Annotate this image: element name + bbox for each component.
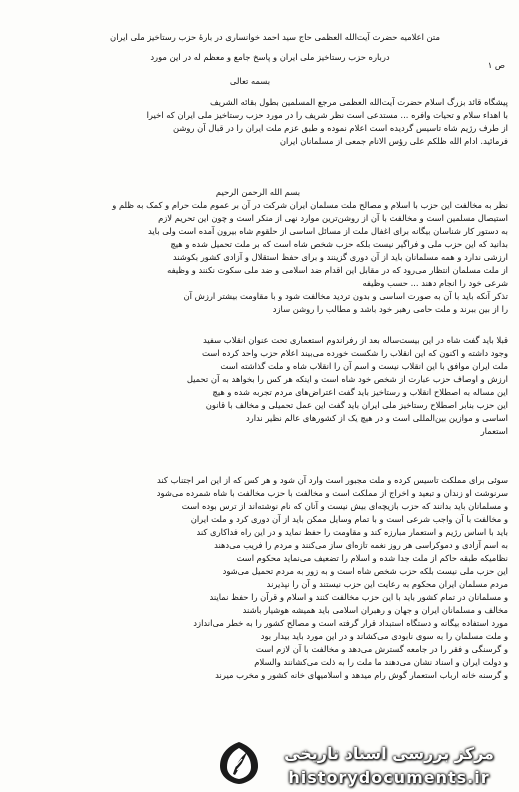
- document-line: این حزب بنابر اصطلاح رستاخیز ملی ایران باید گفت این عمل تحمیلی و مخالف با قانون: [205, 400, 508, 410]
- document-line: مردم مسلمان ایران محکوم به رعایت این حزب نیستند و آن را نپذیرند: [266, 579, 508, 589]
- document-line: ارزشی ندارد و همه مسلمانان باید از آن دوری گزینند و برای حفظ استقلال و آزادی کشور بکوشند: [172, 252, 508, 262]
- document-line: وجود داشته و اکنون که این انقلاب را شکست خورده می‌بیند اعلام حزب واحد کرده است: [202, 348, 508, 358]
- document-line: و گرسنه خانه ارباب استعمار گوش رام میدهد و اسلامیهای خانه کشور و مخرب میرند: [215, 670, 508, 680]
- document-line: نظامیکه طبقه حاکم از ملت جدا شده و اسلام را تضعیف می‌نماید محکوم است: [236, 553, 508, 563]
- watermark-url: historydocuments.ir: [288, 768, 490, 787]
- document-line: و مخالفت با آن واجب شرعی است و با تمام وسایل ممکن باید از آن دوری کرد و ملت ایران: [190, 514, 508, 524]
- document-line: بسم الله الرحمن الرحیم: [215, 187, 301, 197]
- basmala-heading: بسمه تعالی: [229, 76, 271, 86]
- document-line: این مساله به اصطلاح انقلاب و رستاخیز باید گفت اعتراض‌های مردم تجربه شده و هیچ: [212, 387, 508, 397]
- document-line: تذکر آنکه باید با آن به صورت اساسی و بدون تردید مخالفت شود و با مقاومت بیشتر ارزش آن: [183, 291, 508, 301]
- document-line: و مسلمانان باید بدانند که حزب بازیچه‌ای بیش نیست و آنان که نام نوشته‌اند از ترس بوده است: [181, 501, 508, 511]
- feather-shield-logo-icon: [216, 740, 262, 786]
- document-line: باید با اساس رژیم و استعمار مبارزه کند و مقاومت را حفظ نماید و در این راه فداکاری کند: [196, 527, 508, 537]
- document-line: و مسلمانان در تمام کشور باید با این حزب مخالفت کنند و اسلام و قرآن را حفظ نمایند: [209, 592, 508, 602]
- document-line: با اهداء سلام و تحیات وافره ... مستدعی است نظر شریف را در مورد حزب رستاخیز ملی ایران که اخیرا: [146, 110, 508, 120]
- document-line: و ملت مسلمان را به سوی نابودی می‌کشاند و در این مورد باید بیدار بود: [260, 631, 508, 641]
- document-line: اساسی و موازین بین‌المللی است و در هیچ یک از کشورهای عالم نظیر ندارد: [245, 413, 508, 423]
- page-reference: ص ۱: [487, 60, 505, 70]
- document-line: سرنوشت او زندان و تبعید و اخراج از مملکت است و مخالفت با حزب مخالفت با شاه شمرده می‌شود: [156, 488, 508, 498]
- paragraph-conclusion: [8, 474, 508, 682]
- document-line: از طرف رژیم شاه تاسیس گردیده است اعلام نموده و طبق عزم ملت ایران را در قبال آن روشن: [173, 123, 508, 133]
- document-line: از ملت مسلمان انتظار می‌رود که در مقابل این اقدام ضد اسلامی و ضد ملی سکوت نکنند و وظیفه: [167, 265, 508, 275]
- document-line: بدانید که این حزب ملی و فراگیر نیست بلکه حزب شخص شاه است که بر ملت تحمیل شده و هیچ: [170, 239, 508, 249]
- document-line: این حزب ملی نیست بلکه حزب شخص شاه است و به زور به مردم تحمیل می‌شود: [222, 566, 508, 576]
- document-line: و گرسنگی و فقر را در جامعه گسترش می‌دهد و مخالفت با آن لازم است: [255, 644, 508, 654]
- document-line: شرعی خود را انجام دهند ... حسب وظیفه: [362, 278, 508, 288]
- document-line: مخالف و مسلمانان ایران و جهان و رهبران اسلامی باید همیشه هوشیار باشند: [242, 605, 508, 615]
- watermark-title: مرکز بررسی اسناد تاریخی: [284, 744, 494, 763]
- document-line: استعمار: [480, 426, 508, 436]
- document-line: استیصال مسلمین است و مخالفت با آن از روشن‌ترین موارد نهی از منکر است و چون این تحریم لازم: [158, 213, 508, 223]
- header-line-2: درباره حزب رستاخیز ملی ایران و پاسخ جامع و معظم له در این مورد: [150, 52, 390, 62]
- document-line: و دولت ایران و اسناد نشان می‌دهند ما ملت را به ذلت می‌کشانند والسلام: [254, 657, 508, 667]
- document-line: پیشگاه قائد بزرگ اسلام حضرت آیت‌الله العظمی مرجع المسلمین بطول بقائه الشریف: [209, 97, 508, 107]
- document-line: را از بین ببرند و ملت حامی رهبر خود باشد و مطالب را روشن سازد: [272, 304, 508, 314]
- paragraph-reply: [8, 186, 508, 316]
- document-line: نظر به مخالفت این حزب با اسلام و مصالح ملت مسلمان ایران شرکت در آن بر عموم ملت حرام و کمک به ظلم و: [112, 200, 508, 210]
- document-line: سوئی برای مملکت تاسیس کرده و ملت مجبور است وارد آن شود و هر کس که از این امر اجتناب کند: [156, 475, 508, 485]
- document-line: قبلا باید گفت شاه در این بیست‌ساله بعد از رفراندوم استعماری تحت عنوان انقلاب سفید: [202, 335, 508, 345]
- paragraph-request: [8, 96, 508, 148]
- document-line: ارزش و اوصاف حزب عبارت از شخص خود شاه است و اینکه هر کس را بخواهد به آن تحمیل: [186, 374, 508, 384]
- document-line: به اسم آزادی و دموکراسی هر روز نغمه تازه‌ای ساز می‌کنند و مردم را فریب می‌دهند: [214, 540, 508, 550]
- paragraph-analysis: [8, 334, 508, 438]
- document-line: ملت ایران موافق با این انقلاب نیست و اسم آن را انقلاب شاه و ملت گذاشته است: [220, 361, 508, 371]
- document-line: فرمائید. ادام الله ظلکم علی رؤس الانام جمعی از مسلمانان ایران: [279, 136, 508, 146]
- header-line-1: متن اعلامیه حضرت آیت‌الله العظمی حاج سید احمد خوانساری در بارهٔ حزب رستاخیز ملی ایران: [110, 32, 440, 42]
- document-line: مورد استفاده بیگانه و دستگاه استبداد قرار گرفته است و مصالح کشور را به خطر می‌اندازد: [193, 618, 508, 628]
- archive-watermark: [216, 738, 516, 792]
- document-line: به دستور کار شناسان بیگانه برای اغفال ملت از مسائل اساسی از حلقوم شاه بیرون آمده است ولی باید: [147, 226, 508, 236]
